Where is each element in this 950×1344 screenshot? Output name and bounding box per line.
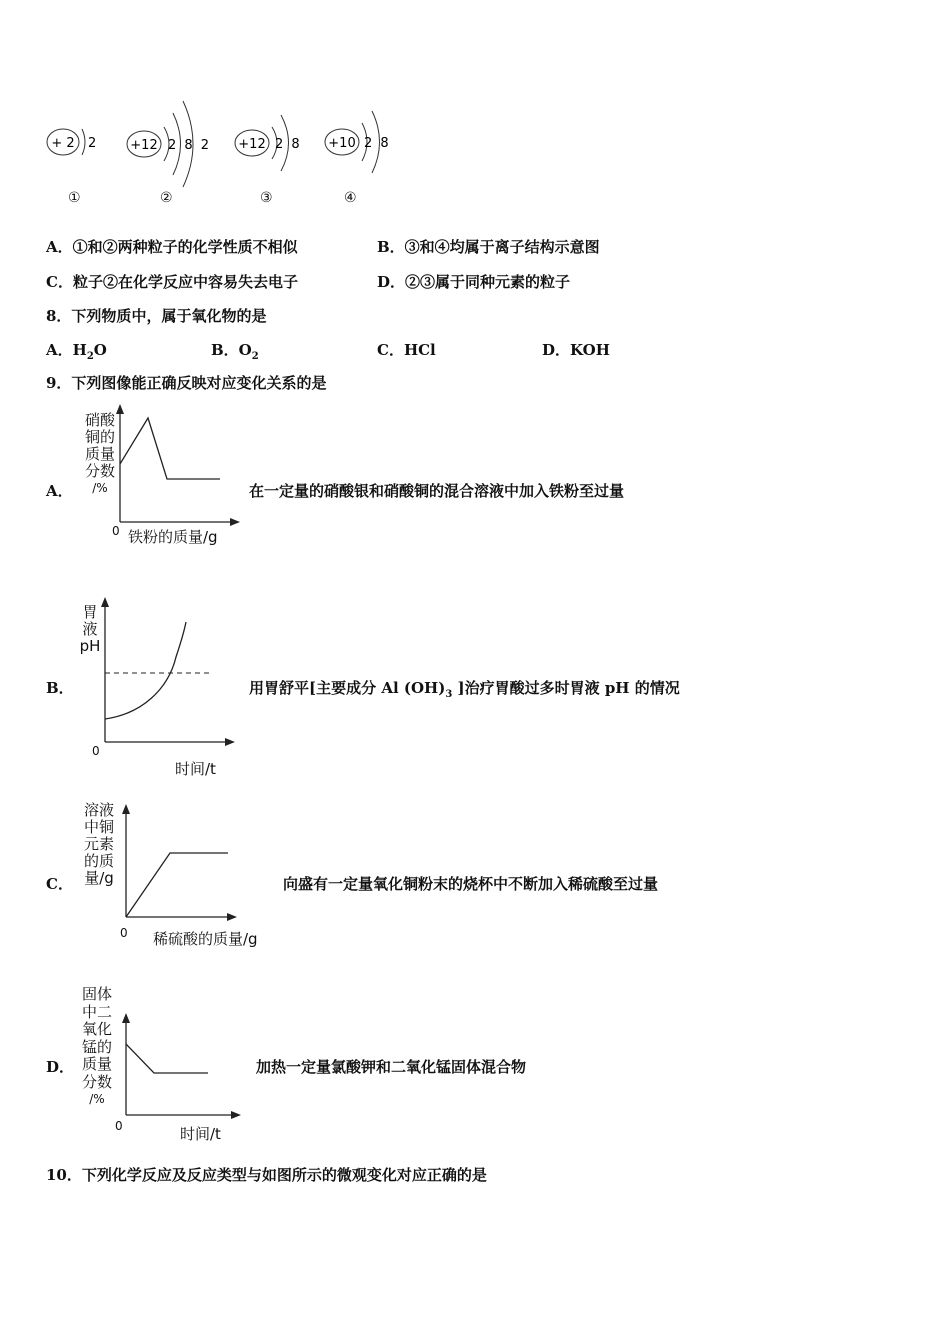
atom-1-label: ①: [68, 190, 81, 206]
q8-stem: 8．下列物质中，属于氧化物的是: [46, 307, 267, 325]
q9-a-ylabel-line: /%: [92, 481, 108, 495]
q9-b-ylabel-line: pH: [79, 637, 101, 655]
q7-option-d[interactable]: D．②③属于同种元素的粒子: [377, 273, 571, 291]
q9-b-ylabel-line: 液: [82, 620, 98, 638]
q8-option-b[interactable]: [211, 339, 259, 362]
q9-option-a-label[interactable]: A．: [46, 482, 73, 500]
q9-d-description: 加热一定量氯酸钾和二氧化锰固体混合物: [256, 1058, 527, 1076]
q9-b-y-arrow: [101, 597, 109, 607]
q9-b-x-arrow: [225, 738, 235, 746]
q8-option-a-pre: A．H: [46, 341, 87, 359]
q9-a-ylabel-line: 铜的: [84, 428, 115, 446]
q8-option-b-sub: 2: [251, 351, 259, 362]
q9-a-ylabel-line: 硝酸: [84, 411, 115, 429]
q9-d-ylabel: [78, 986, 116, 1109]
q9-a-graph: [110, 400, 250, 530]
q9-b-zero: 0: [92, 744, 100, 758]
q9-b-curve: [105, 622, 186, 719]
atom-1: [47, 129, 96, 155]
q9-c-graph: [118, 800, 248, 925]
q9-b-description: [249, 677, 680, 700]
q7-option-b[interactable]: B．③和④均属于离子结构示意图: [377, 238, 600, 256]
q9-d-zero: 0: [115, 1119, 123, 1133]
q8-option-a[interactable]: [46, 339, 107, 362]
q9-c-ylabel-line: 的质: [83, 852, 114, 870]
atom-diagram-svg: [40, 95, 420, 215]
q9-b-desc-post: ]治疗胃酸过多时胃液 pH 的情况: [452, 679, 680, 697]
q9-c-x-arrow: [227, 913, 237, 921]
q9-c-ylabel-line: 元素: [83, 835, 114, 853]
q9-c-zero: 0: [120, 926, 128, 940]
atom-4: [325, 111, 389, 173]
q9-option-b-label[interactable]: B．: [46, 679, 74, 697]
q9-c-xlabel: 稀硫酸的质量/g: [153, 930, 258, 948]
atom-2-core: +12: [130, 138, 158, 153]
q9-a-ylabel-line: 质量: [84, 445, 115, 463]
q9-d-ylabel-line: 锰的: [81, 1037, 112, 1056]
q9-b-xlabel: 时间/t: [175, 760, 216, 778]
q9-stem: 9．下列图像能正确反映对应变化关系的是: [46, 374, 327, 392]
atom-3-shells: 2 8: [275, 137, 300, 152]
q7-option-c[interactable]: C．粒子②在化学反应中容易失去电子: [46, 273, 298, 291]
q9-option-c-label[interactable]: C．: [46, 875, 73, 893]
q9-d-ylabel-line: /%: [89, 1092, 105, 1106]
q9-c-ylabel-line: 溶液: [83, 801, 114, 819]
q9-d-y-arrow: [122, 1013, 130, 1023]
atom-1-shells: 2: [88, 136, 97, 151]
q9-c-curve: [126, 853, 228, 917]
q9-a-curve: [120, 418, 220, 479]
q9-c-ylabel: [80, 802, 118, 887]
q7-option-a[interactable]: A．①和②两种粒子的化学性质不相似: [46, 238, 298, 256]
atom-3: [235, 115, 300, 171]
atom-2-label: ②: [160, 190, 173, 206]
q9-d-ylabel-line: 氧化: [81, 1020, 112, 1038]
atom-4-core: +10: [328, 136, 356, 151]
atom-4-label: ④: [344, 190, 357, 206]
q9-a-zero: 0: [112, 524, 120, 538]
atom-diagrams: [40, 95, 420, 215]
q9-b-ylabel-line: 胃: [82, 603, 98, 621]
q9-option-d-label[interactable]: D．: [46, 1058, 75, 1076]
q9-c-y-arrow: [122, 804, 130, 814]
q9-d-graph: [118, 1010, 248, 1120]
q9-a-ylabel-line: 分数: [84, 462, 115, 480]
q9-d-curve: [126, 1044, 208, 1073]
q8-option-c[interactable]: C．HCl: [377, 341, 436, 359]
q8-option-d[interactable]: D．KOH: [542, 341, 610, 359]
q9-d-ylabel-line: 中二: [81, 1002, 112, 1021]
q9-c-ylabel-line: 中铜: [83, 818, 114, 836]
atom-3-label: ③: [260, 190, 273, 206]
atom-3-core: +12: [238, 137, 266, 152]
q10-stem: 10．下列化学反应及反应类型与如图所示的微观变化对应正确的是: [46, 1166, 487, 1184]
atom-2: [127, 101, 209, 187]
q9-a-x-arrow: [230, 518, 240, 526]
q9-d-ylabel-line: 分数: [81, 1072, 112, 1091]
q8-option-a-sub: 2: [86, 351, 94, 362]
q9-c-description: 向盛有一定量氧化铜粉末的烧杯中不断加入稀硫酸至过量: [283, 875, 659, 893]
q9-a-description: 在一定量的硝酸银和硝酸铜的混合溶液中加入铁粉至过量: [249, 482, 625, 500]
q9-a-xlabel: 铁粉的质量/g: [128, 528, 218, 546]
q8-option-a-post: O: [93, 341, 107, 359]
q9-d-x-arrow: [231, 1111, 241, 1119]
q9-c-ylabel-line: 量/g: [84, 869, 114, 887]
atom-4-shells: 2 8: [364, 136, 389, 151]
q9-b-desc-pre: 用胃舒平[主要成分 Al (OH): [249, 679, 446, 697]
atom-2-shells: 2 8 2: [168, 138, 210, 153]
q9-d-ylabel-line: 质量: [81, 1055, 112, 1073]
q9-d-ylabel-line: 固体: [81, 985, 112, 1003]
q9-a-y-arrow: [116, 404, 124, 414]
q9-b-desc-sub: 3: [445, 689, 453, 700]
q9-b-graph: [96, 592, 246, 752]
q9-d-xlabel: 时间/t: [180, 1125, 221, 1143]
atom-1-core: + 2: [51, 136, 75, 151]
q8-option-b-pre: B．O: [211, 341, 252, 359]
